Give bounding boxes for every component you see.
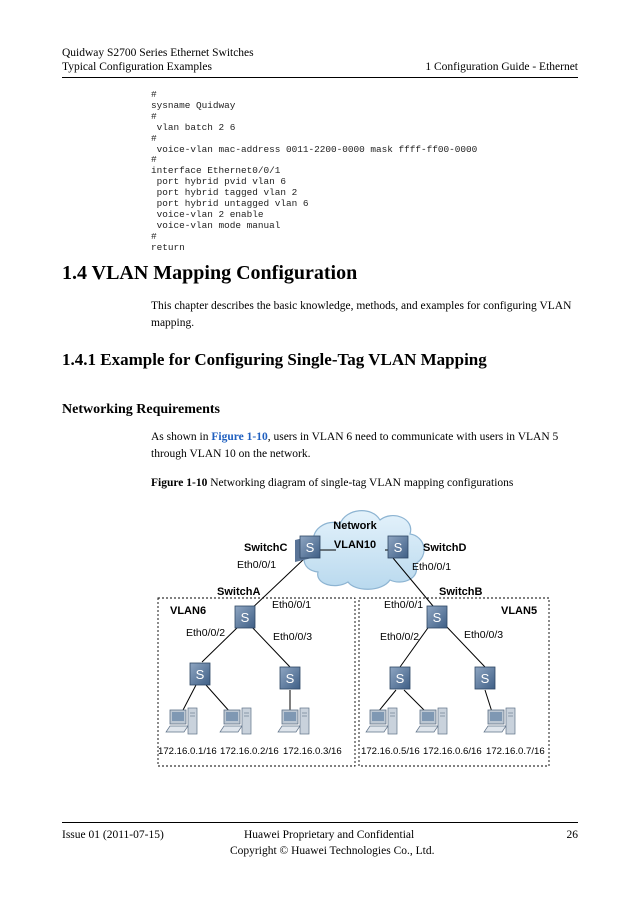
ip-label-1: 172.16.0.1/16 <box>158 746 217 757</box>
ip-label-7: 172.16.0.7/16 <box>486 746 545 757</box>
cloud-label-vlan10: VLAN10 <box>333 539 377 551</box>
port-b-eth002: Eth0/0/2 <box>380 631 420 643</box>
ip-label-5: 172.16.0.5/16 <box>361 746 420 757</box>
pc-6-icon[interactable] <box>416 708 447 734</box>
code-line: # <box>151 132 157 144</box>
figure-link[interactable]: Figure 1-10 <box>211 431 268 443</box>
section-title: 1.4 VLAN Mapping Configuration <box>62 262 358 284</box>
vlan6-box <box>158 598 355 766</box>
figure-caption-text: Networking diagram of single-tag VLAN mapping configurations <box>207 477 514 489</box>
pc-7-icon[interactable] <box>484 708 515 734</box>
port-b-eth001: Eth0/0/1 <box>384 599 424 611</box>
requirements-paragraph <box>151 429 576 463</box>
ip-label-6: 172.16.0.6/16 <box>423 746 482 757</box>
requirements-text-before: As shown in <box>151 431 212 443</box>
footer-confidential: Huawei Proprietary and Confidential <box>244 829 415 841</box>
config-code-block <box>151 90 477 254</box>
header-chapter: 1 Configuration Guide - Ethernet <box>425 61 578 73</box>
switch-a[interactable] <box>235 606 255 628</box>
switch-b-child-right[interactable] <box>475 667 495 689</box>
code-line: interface Ethernet0/0/1 <box>151 165 281 177</box>
port-d-eth001: Eth0/0/1 <box>412 561 452 573</box>
section-intro: This chapter describes the basic knowledge, methods, and examples for configuring VLAN mapping. <box>151 300 572 329</box>
vlan5-label: VLAN5 <box>501 605 538 617</box>
switch-b-label: SwitchB <box>439 586 483 598</box>
svg-text:S: S <box>432 610 442 625</box>
switch-a-child-left[interactable] <box>190 663 210 685</box>
header-product: Quidway S2700 Series Ethernet Switches <box>62 47 254 59</box>
figure-caption <box>151 477 513 489</box>
pc-2-icon[interactable] <box>220 708 251 734</box>
header-rule <box>62 77 578 78</box>
code-line: # <box>151 154 157 166</box>
code-line: # <box>151 110 157 122</box>
switch-c[interactable] <box>295 536 320 562</box>
switch-c-label: SwitchC <box>244 542 288 554</box>
svg-text:S: S <box>195 667 205 682</box>
switch-a-label: SwitchA <box>217 586 261 598</box>
svg-text:S: S <box>395 671 405 686</box>
cloud-label-network: Network <box>333 520 377 532</box>
svg-text:S: S <box>240 610 250 625</box>
requirements-text-after: , users in VLAN 6 need to communicate with users in VLAN 5 through VLAN 10 on the network. <box>151 431 559 460</box>
svg-text:S: S <box>285 671 295 686</box>
code-line: voice-vlan mac-address 0011-2200-0000 mask ffff-ff00-0000 <box>151 143 478 155</box>
pc-3-icon[interactable] <box>278 708 309 734</box>
code-line: port hybrid untagged vlan 6 <box>151 198 309 210</box>
vlan6-label: VLAN6 <box>170 605 207 617</box>
footer-copyright: Copyright © Huawei Technologies Co., Ltd. <box>230 845 435 857</box>
code-line: # <box>151 230 157 242</box>
subsection-title: 1.4.1 Example for Configuring Single-Tag VLAN Mapping <box>62 350 487 369</box>
svg-text:S: S <box>480 671 490 686</box>
code-line: voice-vlan mode manual <box>151 219 281 231</box>
header-doc-type: Typical Configuration Examples <box>62 61 212 73</box>
port-c-eth001: Eth0/0/1 <box>237 559 277 571</box>
switch-d-label: SwitchD <box>423 542 467 554</box>
figure-label: Figure 1-10 <box>151 477 208 489</box>
footer-rule <box>62 822 578 823</box>
port-a-eth002: Eth0/0/2 <box>186 627 226 639</box>
code-line: return <box>151 241 185 253</box>
vlan5-box <box>359 598 549 766</box>
footer-issue: Issue 01 (2011-07-15) <box>62 829 164 841</box>
svg-text:S: S <box>305 540 315 555</box>
pc-5-icon[interactable] <box>366 708 397 734</box>
switch-a-child-right[interactable] <box>280 667 300 689</box>
code-line: port hybrid pvid vlan 6 <box>151 176 287 188</box>
port-b-eth003: Eth0/0/3 <box>464 629 504 641</box>
svg-text:S: S <box>393 540 403 555</box>
code-line: vlan batch 2 6 <box>151 121 236 133</box>
switch-d[interactable] <box>388 536 408 558</box>
code-line: port hybrid tagged vlan 2 <box>151 187 298 199</box>
network-diagram <box>140 500 560 770</box>
code-line: voice-vlan 2 enable <box>151 208 264 220</box>
ip-label-2: 172.16.0.2/16 <box>220 746 279 757</box>
port-a-eth003: Eth0/0/3 <box>273 631 313 643</box>
requirements-heading: Networking Requirements <box>62 402 221 417</box>
pc-1-icon[interactable] <box>166 708 197 734</box>
switch-b-child-left[interactable] <box>390 667 410 689</box>
code-line: sysname Quidway <box>151 99 236 111</box>
page-number: 26 <box>566 829 578 841</box>
port-a-eth001: Eth0/0/1 <box>272 599 312 611</box>
ip-label-3: 172.16.0.3/16 <box>283 746 342 757</box>
switch-b[interactable] <box>427 606 447 628</box>
code-line: # <box>151 89 157 100</box>
